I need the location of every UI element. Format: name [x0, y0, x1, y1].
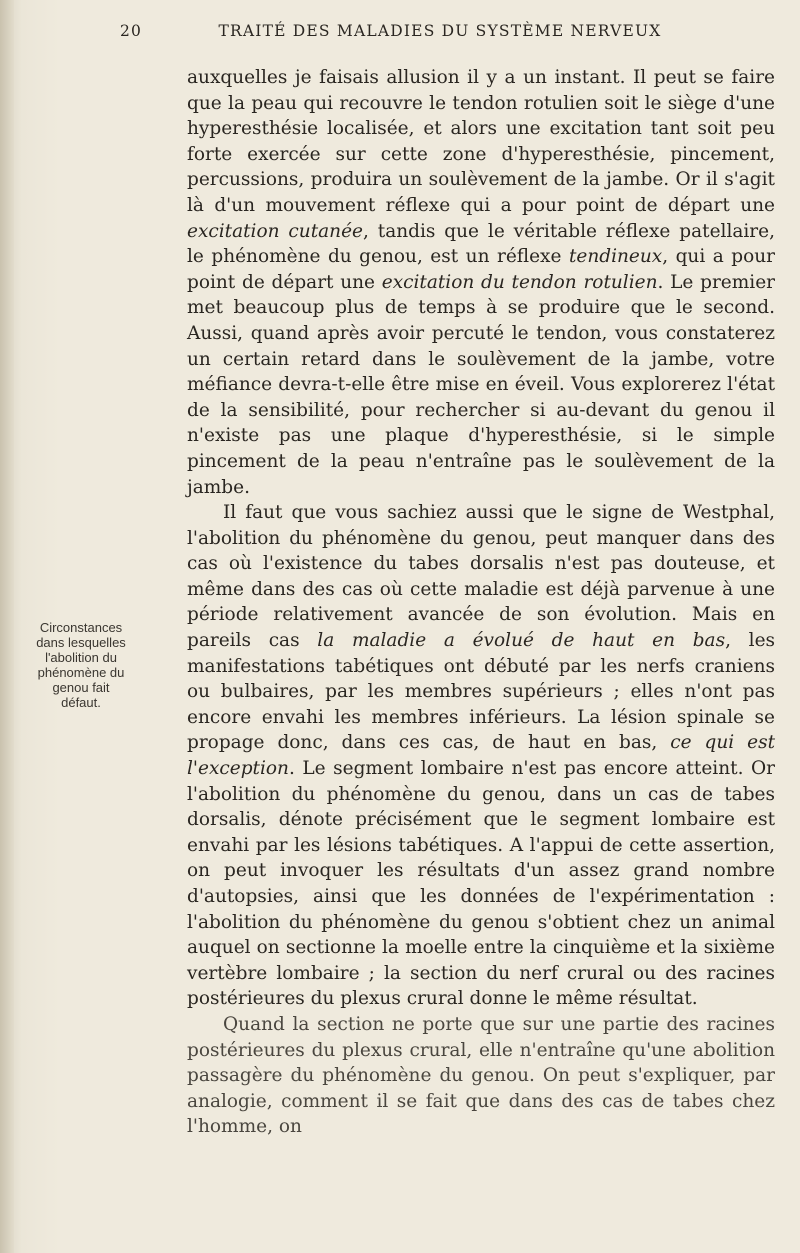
paragraph: auxquelles je faisais allusion il y a un instant. Il peut se faire que la peau qui recouvre le tendon rotulien soit le siège d'une hyperesthésie localisée, et alors une excitation tant soit peu forte exercée sur cette zone d'hyperesthésie, pincement, percussions, produira un soulèvement de la jambe. Or il s'agit là d'un mouvement réflexe qui a pour point de départ une excitation cutanée, tandis que le véritable réflexe patellaire, le phénomène du genou, est un réflexe tendineux, qui a pour point de départ une excitation du tendon rotulien. Le premier met beaucoup plus de temps à se produire que le second. Aussi, quand après avoir percuté le tendon, vous constaterez un certain retard dans le soulèvement de la jambe, votre méfiance devra-t-elle être mise en éveil. Vous explorerez l'état de la sensibilité, pour rechercher si au-devant du genou il n'existe pas une plaque d'hyperesthésie, si le simple pincement de la peau n'entraîne pas le soulèvement de la jambe. [187, 67, 775, 498]
body-text [187, 65, 775, 1140]
italic-phrase: tendineux [568, 246, 663, 268]
paragraph: Il faut que vous sachiez aussi que le signe de Westphal, l'abolition du phénomène du genou, peut manquer dans des cas où l'existence du tabes dorsalis n'est pas douteuse, et même dans des cas où cette maladie est déjà parvenue à une période relativement avancée de son évolution. Mais en pareils cas la maladie a évolué de haut en bas, les manifestations tabétiques ont débuté par les nerfs craniens ou bulbaires, par les membres supérieurs ; elles n'ont pas encore envahi les membres inférieurs. La lésion spinale se propage donc, dans ces cas, de haut en bas, ce qui est l'exception. Le segment lombaire n'est pas encore atteint. Or l'abolition du phénomène du genou, dans un cas de tabes dorsalis, dénote précisément que le segment lombaire est envahi par les lésions tabétiques. A l'appui de cette assertion, on peut invoquer les résultats d'un assez grand nombre d'autopsies, ainsi que les données de l'expérimentation : l'abolition du phénomène du genou s'obtient chez un animal auquel on sectionne la moelle entre la cinquième et la sixième vertèbre lombaire ; la section du nerf crural ou des racines postérieures du plexus crural donne le même résultat. [187, 502, 776, 1010]
marginal-note-line: Circonstances [39, 620, 123, 635]
running-title: TRAITÉ DES MALADIES DU SYSTÈME NERVEUX [218, 22, 662, 40]
paragraph: Quand la section ne porte que sur une partie des racines postérieures du plexus crural, elle n'entraîne qu'une abolition passagère du phénomène du genou. On peut s'expliquer, par analogie, comment il se fait que dans des cas de tabes chez l'homme, on [187, 1013, 775, 1138]
marginal-note-line: l'abolition du [45, 650, 117, 665]
running-header [120, 22, 760, 52]
marginal-note-line: dans lesquelles [36, 635, 126, 650]
italic-phrase: la maladie a évolué de haut en bas [317, 630, 726, 652]
marginal-note-line: défaut. [61, 695, 101, 710]
page-number: 20 [120, 22, 143, 40]
marginal-note-line: genou fait [52, 680, 110, 695]
page-edge [0, 0, 14, 1253]
italic-phrase: ce qui est l'exception [187, 732, 775, 780]
marginal-note-line: phénomène du [37, 665, 125, 680]
marginal-note [26, 620, 136, 710]
italic-phrase: excitation cutanée [187, 220, 363, 242]
italic-phrase: excitation du tendon rotulien [381, 271, 658, 293]
